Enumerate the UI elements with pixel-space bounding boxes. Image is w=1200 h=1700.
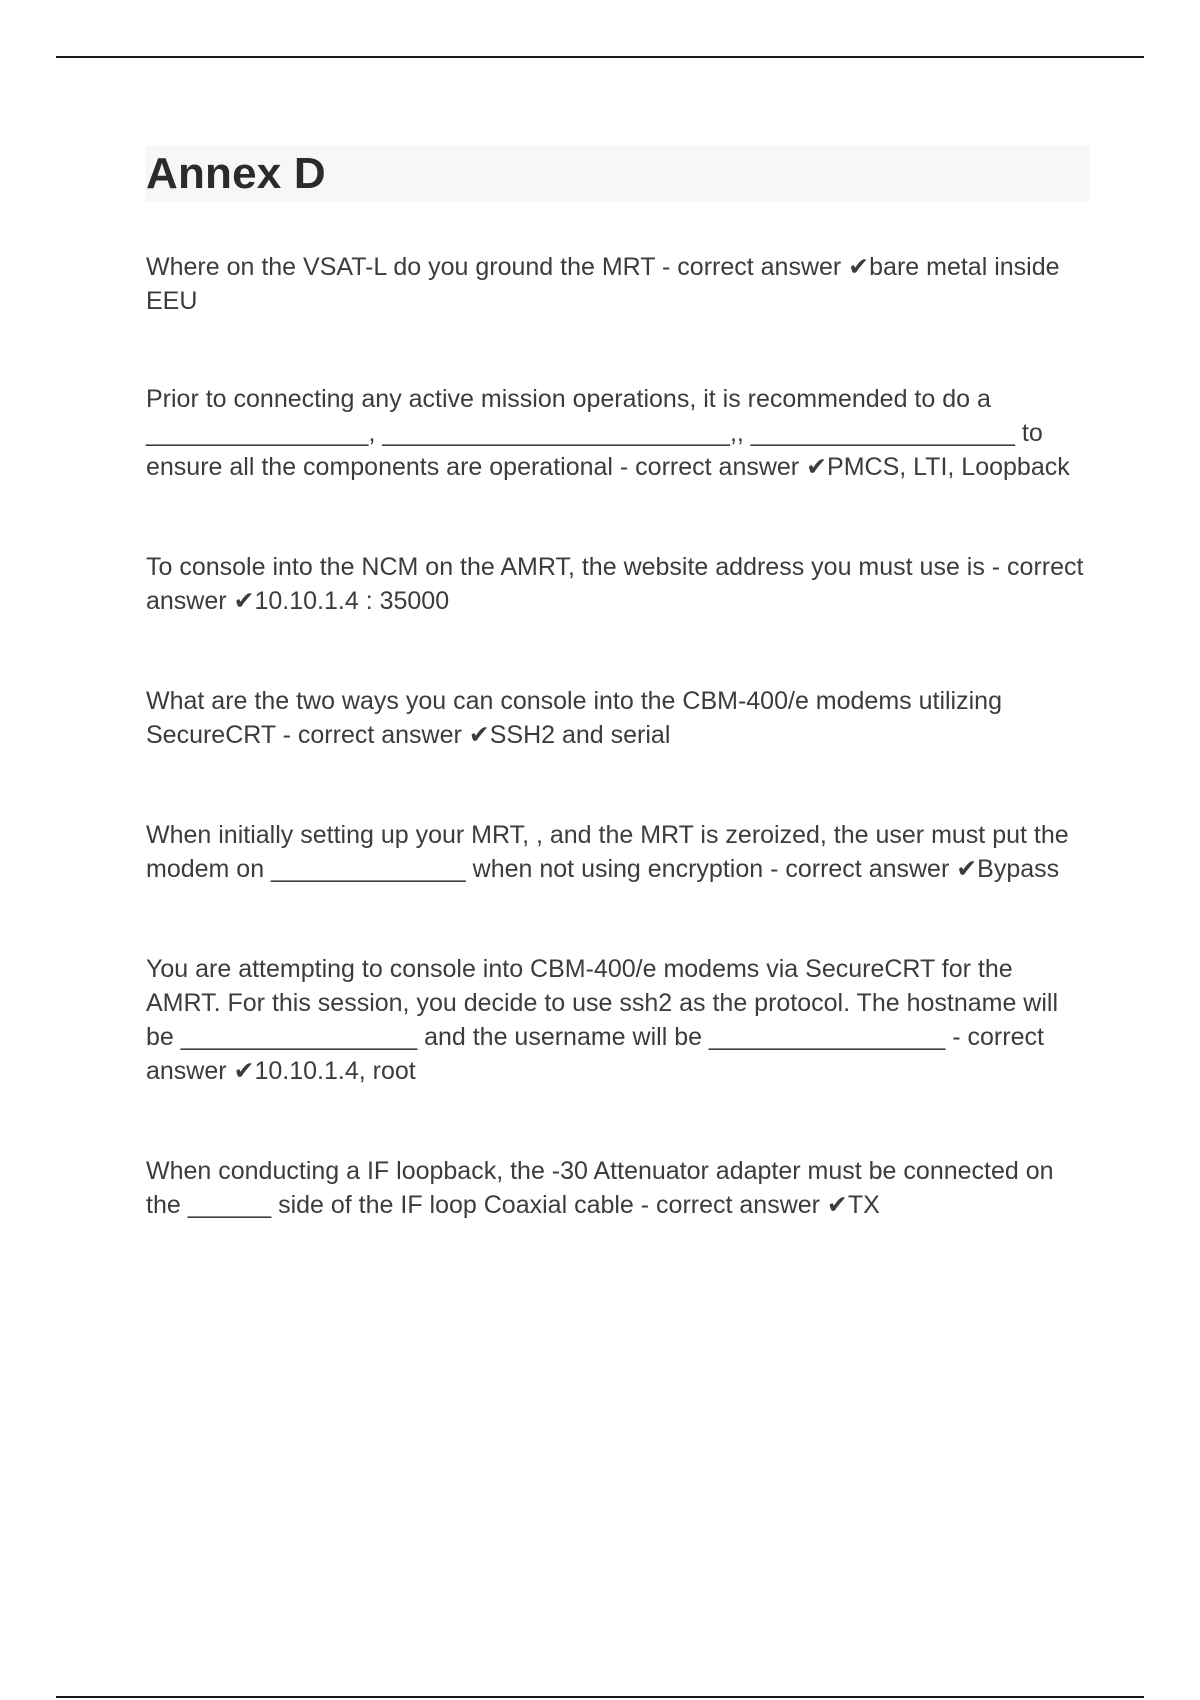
title-band bbox=[146, 146, 1090, 202]
page-content bbox=[146, 146, 1090, 1288]
bottom-rule bbox=[56, 1696, 1144, 1698]
qa-item: What are the two ways you can console into the CBM-400/e modems utilizing SecureCRT - correct answer ✔SSH2 and serial bbox=[146, 687, 1002, 749]
qa-item: To console into the NCM on the AMRT, the website address you must use is - correct answer ✔10.10.1.4 : 35000 bbox=[146, 553, 1084, 615]
qa-item: You are attempting to console into CBM-400/e modems via SecureCRT for the AMRT. For this session, you decide to use ssh2 as the protocol. The hostname will be _________________ and the username will be _________________ - correct answer ✔10.10.1.4, root bbox=[146, 955, 1059, 1085]
page-title: Annex D bbox=[146, 149, 326, 198]
qa-list bbox=[146, 250, 1090, 1222]
qa-item: When conducting a IF loopback, the -30 Attenuator adapter must be connected on the ______ side of the IF loop Coaxial cable - correct answer ✔TX bbox=[146, 1157, 1054, 1219]
top-rule bbox=[56, 56, 1144, 58]
qa-item: Prior to connecting any active mission operations, it is recommended to do a ________________, _________________________,, ___________________ to ensure all the components are operational - correct answer ✔PMCS, LTI, Loopback bbox=[146, 385, 1070, 481]
qa-item: Where on the VSAT-L do you ground the MRT - correct answer ✔bare metal inside EEU bbox=[146, 253, 1060, 315]
qa-item: When initially setting up your MRT, , and the MRT is zeroized, the user must put the modem on ______________ when not using encryption - correct answer ✔Bypass bbox=[146, 821, 1069, 883]
